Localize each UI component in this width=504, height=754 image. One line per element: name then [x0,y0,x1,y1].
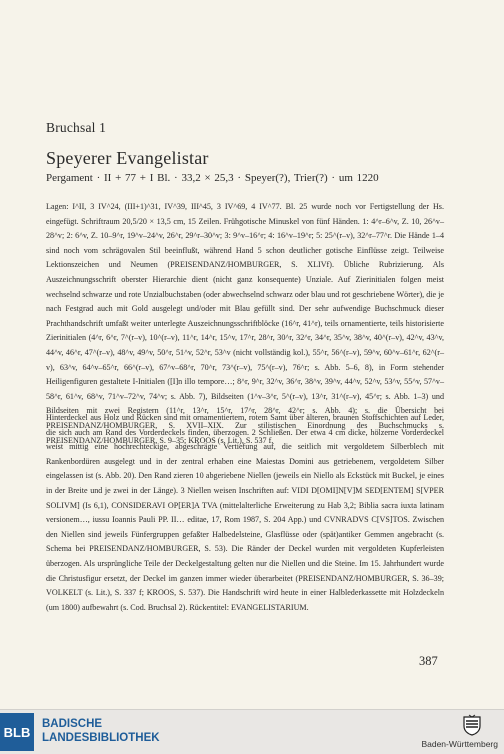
baden-wuerttemberg-crest-icon [461,714,483,736]
codex-meta-line: Pergament · II + 77 + I Bl. · 33,2 × 25,3 · Speyer(?), Trier(?) · um 1220 [46,172,379,184]
library-name [42,717,160,745]
footer-bar [0,709,504,754]
shelfmark: Bruchsal 1 [46,120,107,135]
description-paragraph-1: Lagen: I^II, 3 IV^24, (III+1)^31, IV^39, III^45, 3 IV^69, 4 IV^77. Bl. 25 wurde noch vor Fertigstellung der Hs. eingefügt. Schriftraum 20,5/20 × 13,5 cm, 15 Zeilen. Frühgotische Minuskel von fünf Händen. 1: 4^r–6^v, Z. 10, 26^v–28^v; 2: 6^v, Z. 10–9^r, 19^v–24^v, 26^r, 29^r–30^v; 3: 9^v–16^r; 4: 16^v–19^r; 5: 25^(r–v), 32^r–77^r. Die Hände 1–4 sind noch vom schrägovalen Stil beeinflußt, während Hand 5 schon deutlicher gotische Einflüsse zeigt. Teilweise Lektionszeichen und Neumen (PREISENDANZ/HOMBURGER, S. XLIVf). Übliche Rubrizierung. Als Auszeichnungsschrift oberster Hierarchie dient (nicht ganz konsequente) Unziale. Auf Zierinitialen folgen meist wechselnd schwarze und rote Unzialbuchstaben (oder abwechselnd schwarz oder blau und rot geschriebene Wörter), die je nach Festgrad auch mit Gold ausgelegt und/oder mit Blau gefüllt sind. Der sehr aufwendige Buchschmuck dieser Prachthandschrift umfaßt weiter unterlegte Auszeichnungsschriftblöcke (16^r, 41^r), teils ornamentierte, teils historisierte Zierinitialen (4^r, 6^r, 7^(r–v), 10^(r–v), 11^r, 14^r, 15^v, 17^r, 28^r, 30^r, 32^r, 34^r, 35^v, 38^v, 40^(r–v), 42^v, 43^v, 44^v, 46^r, 47^(r–v), 48^v, 49^v, 50^r, 51^v, 52^r, 53^v (nicht vollständig kol.), 55^r, 56^(r–v), 59^v, 60^v–61^r, 62^(r–v), 63^v, 64^v–65^r, 66^(r–v), 67^v–68^r, 70^r, 73^(r–v), 75^(r–v), 76^r; s. Abb. 5–6, 8), in Form stehender Heiligenfiguren gestaltete I-Initialen ([I]n illo tempore…; 8^r, 9^r, 32^v, 36^r, 38^v, 39^v, 44^v, 52^v, 53^v, 55^v, 57^v–58^r, 61^v, 68^v, 71^v–72^v, 74^v; s. Abb. 7), Bildseiten (1^v–3^r, 5^(r–v), 13^r, 31^(r–v), 45^r; s. Abb. 1–3) und Bildseiten mit zwei Registern (11^r, 13^r, 15^r, 17^r, 28^r, 42^r; s. Abb. 4); s. die Übersicht bei PREISENDANZ/HOMBURGER, S. XVII–XIX. Zur stilistischen Einordnung des Buchschmucks s. PREISENDANZ/HOMBURGER, S. 9–35; KROOS (s. Lit.), S. 537 f. [46,202,444,445]
library-name-line2: LANDESBIBLIOTHEK [42,732,160,744]
page-number: 387 [419,654,438,668]
blb-logo-text: BLB [3,724,31,740]
page-title: Speyerer Evangelistar [46,148,209,168]
description-paragraph-2: Hinterdeckel aus Holz und Rücken sind mit ornamentiertem, rotem Samt über älteren, braunen Stoffschichten auf Leder, die sich auch am Rand des Vorderdeckels finden, überzogen. 2 Schließen. Der etwa 4 cm dicke, hölzerne Vorderdeckel weist mittig eine hochrechteckige, abgeschrägte Vertiefung auf, die seitlich mit vergoldetem Silberblech mit Rankenbordüren ausgelegt und in der zentral erhaben eine Maiestas Domini aus getriebenem, vergoldetem Silber eingelassen ist (s. Abb. 20). Den Rand zieren 10 abgeriebene Niellen (jeweils ein Niello als Eckstück mit Buckel, je eines in der Breite und je zwei in der Länge). 3 Niellen weisen Inschriften auf: VIDI D[OMI]N[V]M SED[ENTEM] S[VPER SOLIVM] (Is 6,1), CONSIDERAVI OP[ER]A TVA (mittelalterliche Erweiterung zu Hab 3,2; Biblia sacra iuxta latinam versionem…, iussu Ioannis Pauli PP. II… editae, 17, Rom 1987, S. 204 App.) und CVNRADVS C[VS]TOS. Zwischen den Niellen sind jeweils Fünfergruppen gefaßter Halbedelsteine, Glasflüsse oder (spät)antiker Gemmen angebracht (s. Schema bei PREISENDANZ/HOMBURGER, S. 53). Die Ränder der Deckel wurden mit vergoldeten Kupferleisten überzogen. Als ursprüngliche Teile der Deckelgestaltung gelten nur die Niellen und die Steine. Im 15. Jahrhundert wurde die Christusfigur ersetzt, der Deckel im ganzen immer wieder überarbeitet (PREISENDANZ/HOMBURGER, S. 36–39; VOLKELT (s. Lit.), S. 337 f; KROOS, S. 537). Die Handschrift wird heute in einer Halblederkassette mit Holzdeckeln (um 1800) aufbewahrt (s. Cod. Bruchsal 2). Rückentitel: EVANGELISTARIUM. [46,413,444,612]
state-label: Baden-Württemberg [421,739,498,749]
library-name-line1: BADISCHE [42,718,103,730]
blb-logo[interactable] [0,713,34,751]
